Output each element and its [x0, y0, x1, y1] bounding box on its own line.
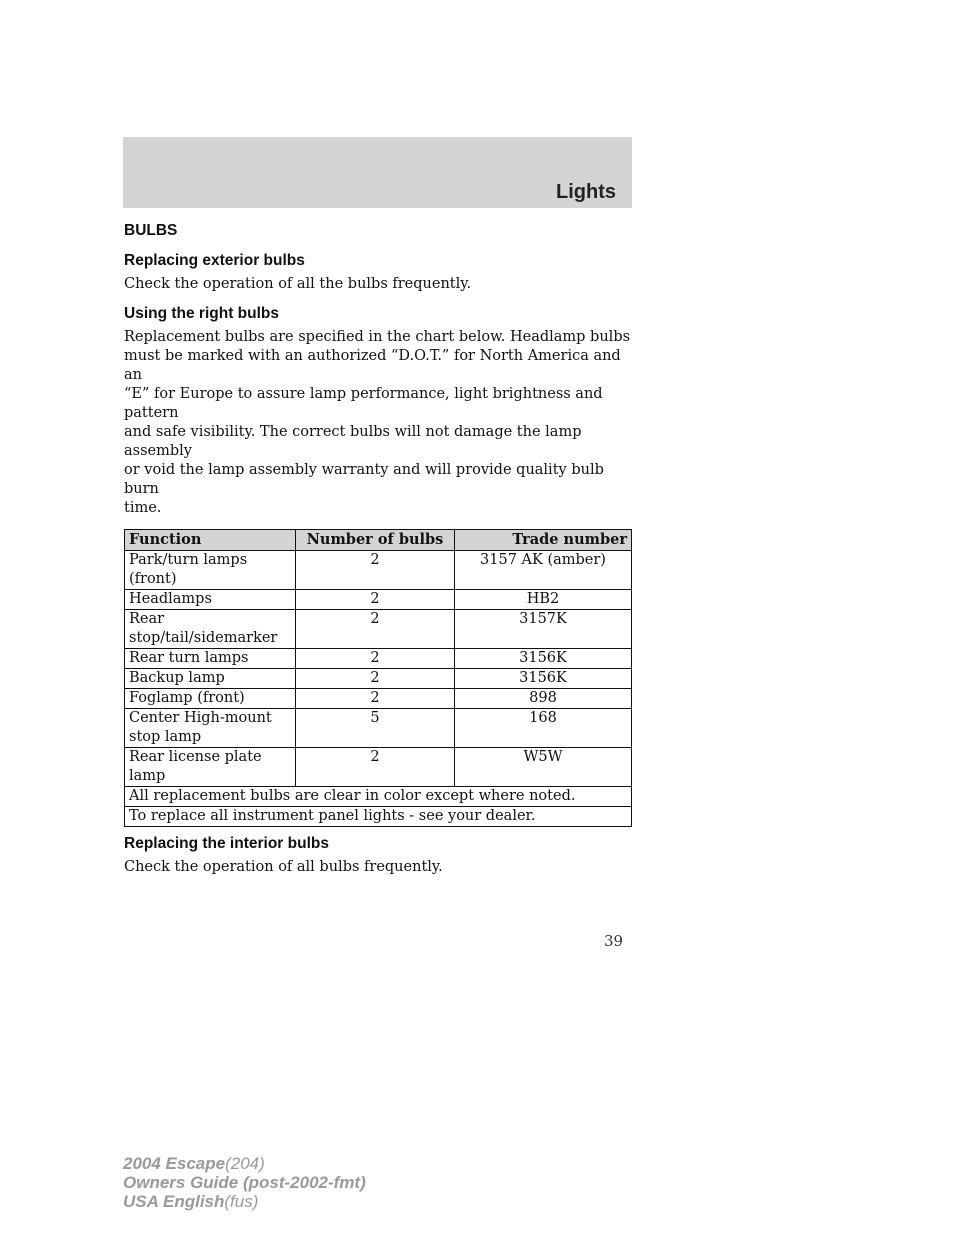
footer-model-code: (204): [225, 1154, 265, 1173]
paragraph-line: time.: [124, 500, 162, 516]
trade-cell: 898: [455, 689, 632, 709]
header-trade: Trade number: [455, 530, 632, 551]
footer-line-1: [123, 1154, 366, 1173]
note-cell: All replacement bulbs are clear in color except where noted.: [125, 787, 632, 807]
table-note-row: [125, 807, 632, 827]
footer-model: 2004 Escape: [123, 1154, 226, 1173]
trade-cell: 3156K: [455, 649, 632, 669]
interior-heading: Replacing the interior bulbs: [124, 835, 329, 852]
count-cell: 2: [296, 669, 455, 689]
section-title: Lights: [556, 181, 616, 203]
function-line: Rear: [129, 611, 165, 627]
function-cell: [125, 649, 296, 669]
paragraph-line: and safe visibility. The correct bulbs will not damage the lamp assembly: [124, 424, 582, 459]
table-row: [125, 689, 632, 709]
footer-language-code: (fus): [224, 1192, 259, 1211]
table-row: [125, 590, 632, 610]
function-cell: [125, 590, 296, 610]
exterior-text: Check the operation of all the bulbs frequently.: [124, 276, 472, 292]
table-row: [125, 669, 632, 689]
page-title: BULBS: [124, 222, 178, 239]
table-header-row: [125, 530, 632, 551]
trade-cell: 3157 AK (amber): [455, 551, 632, 590]
table-note-row: [125, 787, 632, 807]
header-function: Function: [125, 530, 296, 551]
function-line: Rear turn lamps: [129, 650, 249, 666]
table-row: [125, 551, 632, 590]
count-cell: 5: [296, 709, 455, 748]
function-cell: [125, 551, 296, 590]
exterior-heading: Replacing exterior bulbs: [124, 252, 305, 269]
count-cell: 2: [296, 748, 455, 787]
paragraph-line: or void the lamp assembly warranty and will provide quality bulb burn: [124, 462, 604, 497]
function-cell: [125, 689, 296, 709]
function-cell: [125, 610, 296, 649]
trade-cell: 168: [455, 709, 632, 748]
function-line: Backup lamp: [129, 670, 225, 686]
paragraph-line: “E” for Europe to assure lamp performance, light brightness and pattern: [124, 386, 603, 421]
count-cell: 2: [296, 649, 455, 669]
paragraph-line: must be marked with an authorized “D.O.T.” for North America and an: [124, 348, 621, 383]
bulb-table: [124, 529, 632, 827]
footer-line-3: [123, 1192, 366, 1211]
right-bulbs-heading: Using the right bulbs: [124, 305, 279, 322]
trade-cell: 3156K: [455, 669, 632, 689]
count-cell: 2: [296, 689, 455, 709]
section-header-band: [123, 137, 632, 208]
count-cell: 2: [296, 551, 455, 590]
function-cell: [125, 748, 296, 787]
footer-language: USA English: [123, 1192, 225, 1211]
page-number: 39: [604, 932, 624, 950]
function-line: stop lamp: [129, 729, 202, 745]
trade-cell: W5W: [455, 748, 632, 787]
footer-line-2: [123, 1173, 366, 1192]
function-line: Foglamp (front): [129, 690, 245, 706]
function-cell: [125, 669, 296, 689]
document-footer: [123, 1154, 366, 1211]
function-cell: [125, 709, 296, 748]
page-content: [124, 222, 632, 888]
count-cell: 2: [296, 590, 455, 610]
function-line: lamp: [129, 768, 166, 784]
function-line: stop/tail/sidemarker: [129, 630, 278, 646]
table-row: [125, 709, 632, 748]
table-row: [125, 610, 632, 649]
function-line: Park/turn lamps: [129, 552, 248, 568]
header-count: Number of bulbs: [296, 530, 455, 551]
right-bulbs-paragraph: [124, 328, 632, 518]
footer-guide: Owners Guide (post-2002-fmt): [123, 1173, 366, 1192]
function-line: Center High-mount: [129, 710, 272, 726]
note-cell: To replace all instrument panel lights - see your dealer.: [125, 807, 632, 827]
table-row: [125, 649, 632, 669]
trade-cell: HB2: [455, 590, 632, 610]
trade-cell: 3157K: [455, 610, 632, 649]
function-line: Headlamps: [129, 591, 212, 607]
interior-text: Check the operation of all bulbs frequently.: [124, 859, 443, 875]
paragraph-line: Replacement bulbs are specified in the chart below. Headlamp bulbs: [124, 329, 631, 345]
table-row: [125, 748, 632, 787]
function-line: (front): [129, 571, 177, 587]
count-cell: 2: [296, 610, 455, 649]
function-line: Rear license plate: [129, 749, 262, 765]
